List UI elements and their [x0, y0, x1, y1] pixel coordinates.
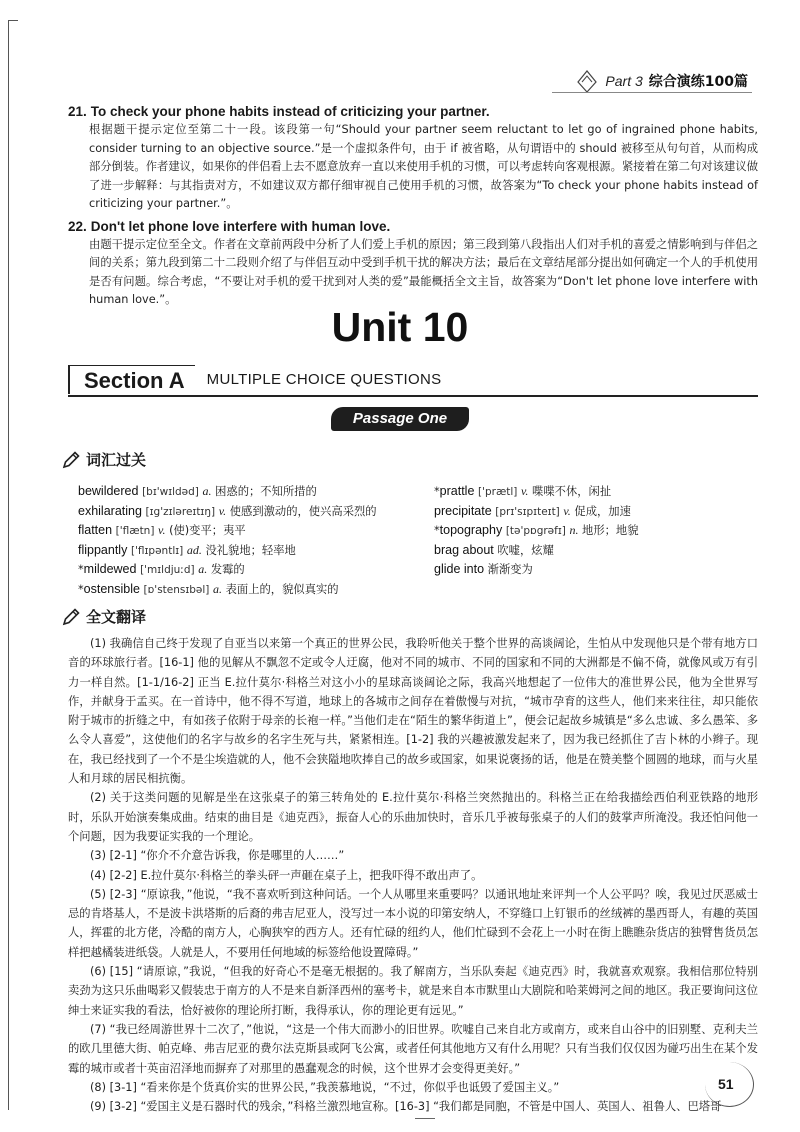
answer-explanations	[68, 103, 758, 314]
answer-item	[68, 103, 758, 214]
vocab-column-right	[392, 482, 748, 600]
answer-question	[68, 218, 758, 236]
answer-question-text: Don't let phone love interfere with human love.	[90, 218, 391, 234]
footer-rule	[415, 1118, 435, 1119]
pencil-icon	[62, 608, 80, 626]
vocab-item: *mildewed ['mɪldjuːd] a. 发霉的	[78, 562, 245, 577]
vocab-item: precipitate [prɪ'sɪpɪteɪt] v. 促成，加速	[434, 503, 631, 518]
section-rule	[68, 395, 758, 397]
page-number: 51	[718, 1076, 734, 1092]
section-subtitle: MULTIPLE CHOICE QUESTIONS	[206, 371, 442, 388]
translation-paragraph: (7) “我已经周游世界十二次了，”他说，“这是一个伟大而渺小的旧世界。吹嘘自己来自北方或南方，或来自山谷中的旧别墅、克利夫兰的欧几里德大街、帕克峰、弗吉尼亚的费尔法克斯县或阿飞公寓，或者任何其他地方又有什么用呢？只有当我们仅仅因为碰巧出生在某个发霉的城市或者十英亩沼泽地而摒弃了对那里的愚蠢观念的时候，这个世界才会变得更美好。”	[68, 1022, 758, 1075]
vocab-heading	[62, 449, 146, 470]
vocab-column-left	[78, 482, 392, 600]
margin-bracket	[8, 20, 19, 1110]
answer-number: 21.	[68, 104, 87, 119]
translation-paragraph: (4) [2-2] E.拉什莫尔·科格兰的拳头砰一声砸在桌子上，把我吓得不敢出声了。	[90, 868, 483, 882]
answer-question	[68, 103, 758, 121]
vocab-item: brag about 吹嘘，炫耀	[434, 542, 554, 557]
vocab-item: *ostensible [ɒ'stensɪbəl] a. 表面上的，貌似真实的	[78, 581, 339, 596]
vocab-item: flippantly ['flɪpəntlɪ] ad. 没礼貌地；轻率地	[78, 542, 296, 557]
translation-paragraph: (3) [2-1] “你介不介意告诉我，你是哪里的人……”	[90, 849, 345, 863]
answer-question-text: To check your phone habits instead of criticizing your partner.	[90, 104, 490, 119]
translation-paragraph: (9) [3-2] “爱国主义是石器时代的残余，”科格兰激烈地宣称。[16-3] “我们都是同胞，不管是中国人、英国人、祖鲁人、巴塔哥	[90, 1100, 722, 1114]
translation-paragraph: (6) [15] “请原谅，”我说，“但我的好奇心不是毫无根据的。我了解南方，当乐队奏起《迪克西》时，我就喜欢观察。我相信那位特别卖劲为这只乐曲喝彩又假装忠于南方的人不是来自新泽西州的塞考卡，就是来自本市默里山大剧院和哈莱姆河之间的地区。我正要询问这位绅士来证实我的看法，恰好被你的理论所打断，我得承认，你的理论更有远见。”	[68, 965, 758, 1017]
vocab-item: exhilarating [ɪg'zɪləreɪtɪŋ] v. 使感到激动的，使兴高采烈的	[78, 503, 377, 518]
header-part: Part 3	[605, 73, 643, 89]
answer-explanation: 由题干提示定位至全文。作者在文章前两段中分析了人们爱上手机的原因；第三段到第八段指出人们对手机的喜爱之情影响到与伴侣之间的关系；第九段到第二十二段则介绍了与伴侣互动中受到手机干扰的解决方法；最后在文章结尾部分提出如何确定一个人的手机使用是否有问题。综合考虑，“不要让对手机的爱干扰到对人类的爱”最能概括全文主旨，故答案为“Don't let phone love interfere with human love.”。	[89, 237, 758, 306]
translation-paragraph: (8) [3-1] “看来你是个货真价实的世界公民，”我羡慕地说，“不过，你似乎也诋毁了爱国主义。”	[90, 1080, 560, 1094]
vocab-item: glide into 渐渐变为	[434, 562, 533, 577]
vocab-list	[78, 482, 748, 600]
passage-label: Passage One	[331, 407, 469, 431]
answer-item	[68, 218, 758, 310]
translation-heading	[62, 606, 146, 627]
unit-title: Unit 10	[331, 304, 469, 350]
translation-body	[68, 634, 758, 1116]
translation-paragraph: (5) [2-3] “原谅我，”他说，“我不喜欢听到这种问话。一个人从哪里来重要吗？以通讯地址来评判一个人公平吗？唉，我见过厌恶威士忌的肯塔基人，不是波卡洪塔斯的后裔的弗吉尼亚人，没写过一本小说的印第安纳人，不穿缝口上钉银币的丝绒裤的墨西哥人，有趣的英国人，挥霍的北方佬，冷酷的南方人，心胸狭窄的西方人。还有忙碌的纽约人，他们忙碌到不会花上一小时在街上瞧瞧杂货店的独臂售货员怎样把越橘装进纸袋。人就是人，不要用任何地域的标签给他设置障碍。”	[68, 887, 758, 959]
translation-heading-text: 全文翻译	[86, 608, 147, 626]
vocab-item: *prattle ['prætl] v. 喋喋不休，闲扯	[434, 484, 612, 498]
translation-paragraph: (1) 我确信自己终于发现了自亚当以来第一个真正的世界公民，我聆听他关于整个世界的高谈阔论，生怕从中发现他只是个带有地方口音的环球旅行者。[16-1] 他的见解从不飘忽不定或令人迂腐，他对不同的城市、不同的国家和不同的大洲都是不偏不倚，就像风或万有引力一样自然。[1-1/16-2] 正当 E.拉什莫尔·科格兰对这小小的星球高谈阔论之际，我高兴地想起了一位伟大的准世界公民，他为全世界写作，并献身于孟买。在一首诗中，他不得不写道，地球上的各城市之间存在着傲慢与对抗，“城市孕育的这些人，他们来来往往，却只能依附于城市的折缝之中，有如孩子依附于母亲的长袍一样。”当他们走在“陌生的繁华街道上”，便会记起故乡城镇是“多么忠诚、多么愚笨、多么令人喜爱”，这使他们的名字与故乡的名字生死与共，紧紧相连。[1-2] 我的兴趣被激发起来了，因为我已经抓住了吉卜林的小辫子。现在，我已经找到了一个不是尘埃造就的人，他不会狭隘地吹捧自己的故乡或国家，如果说褒扬的话，他是在赞美整个圆圆的地球，而与火星人和月球的居民相抗衡。	[68, 637, 758, 786]
book-curl-icon	[575, 68, 599, 94]
section-label: Section A	[68, 365, 195, 394]
running-header	[575, 68, 748, 94]
answer-explanation: 根据题干提示定位至第二十一段。该段第一句“Should your partner seem reluctant to let go of ingrained phone habits, consider turning to an objective source.”是一个虚拟条件句，由于 if 被省略，从句谓语中的 should 被移至从句句首，从而构成部分倒装。作者建议，如果你的伴侣看上去不愿意放弃一直以来使用手机的习惯，可以考虑转向客观根源。紧接着在第二句对该建议做了进一步解释：与其指责对方，不如建议双方都仔细审视自己使用手机的习惯，故答案为“To check your phone habits instead of criticizing your partner.”。	[89, 123, 758, 210]
header-title: 综合演练100篇	[648, 74, 748, 90]
pencil-icon	[62, 451, 80, 469]
vocab-item: flatten ['flætn] v. (使)变平；夷平	[78, 523, 246, 538]
section-heading	[68, 365, 441, 394]
header-rule	[552, 92, 752, 93]
translation-paragraph: (2) 关于这类问题的见解是坐在这张桌子的第三转角处的 E.拉什莫尔·科格兰突然抛出的。科格兰正在给我描绘西伯利亚铁路的地形时，乐队开始演奏集成曲。结束的曲目是《迪克西》，振奋人心的乐曲加快时，音乐几乎被每张桌子的人们的鼓掌声所淹没。我还怕问他一个问题，因为我要证实我的一个理论。	[68, 791, 758, 843]
vocab-heading-text: 词汇过关	[86, 451, 147, 469]
vocab-item: *topography [tə'pɒgrəfɪ] n. 地形；地貌	[434, 523, 639, 538]
vocab-item: bewildered [bɪ'wɪldəd] a. 困惑的；不知所措的	[78, 484, 317, 498]
answer-number: 22.	[68, 218, 87, 234]
